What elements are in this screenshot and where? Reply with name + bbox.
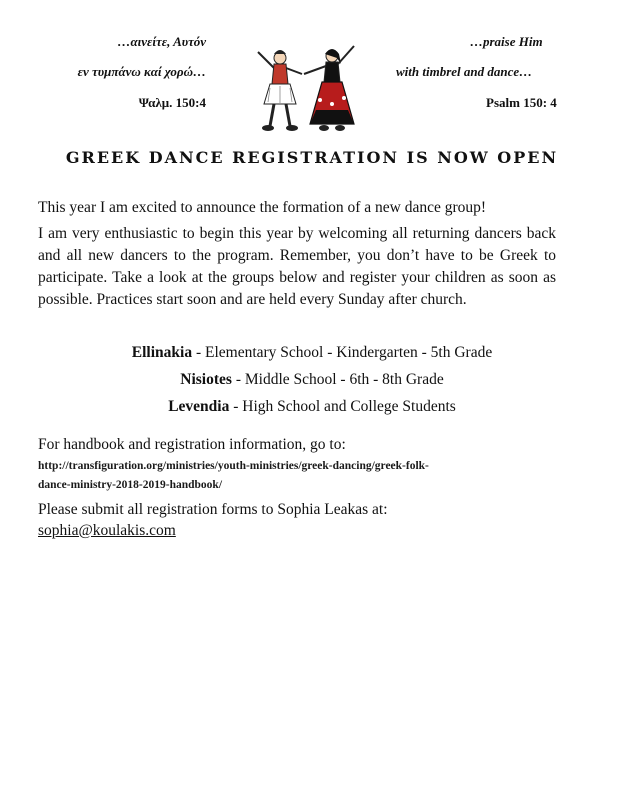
- intro-paragraph: This year I am excited to announce the formation of a new dance group!: [38, 199, 487, 216]
- group-desc: - High School and College Students: [229, 398, 456, 415]
- english-verse-ref: Psalm 150: 4: [486, 95, 557, 110]
- female-dancer-figure: [304, 46, 354, 131]
- group-desc: - Middle School - 6th - 8th Grade: [231, 371, 444, 388]
- group-ellinakia: [0, 344, 624, 362]
- handbook-url-line1[interactable]: http://transfiguration.org/ministries/youth-ministries/greek-dancing/greek-folk-: [38, 460, 429, 472]
- greek-dancers-illustration: [250, 40, 370, 136]
- greek-verse-line1: …αινείτε, Αυτόν: [117, 34, 206, 49]
- submit-label: Please submit all registration forms to Sophia Leakas at:: [38, 501, 388, 518]
- email-row: [38, 520, 556, 542]
- handbook-label: For handbook and registration information, go to:: [38, 436, 346, 453]
- greek-verse-line2: εν τυμπάνω καί χορώ…: [77, 64, 206, 79]
- email-link[interactable]: sophia@koulakis.com: [38, 522, 176, 539]
- body-paragraph: I am very enthusiastic to begin this year by welcoming all returning dancers back and all new dancers to the program. Remember, you don’t have to be Greek to participate. Take a look at the groups below and register your children as soon as possible. Practices start soon and are held every Sunday after church.: [38, 225, 556, 308]
- group-nisiotes: [0, 371, 624, 389]
- group-desc: - Elementary School - Kindergarten - 5th Grade: [192, 344, 493, 361]
- group-name: Levendia: [168, 398, 230, 415]
- male-dancer-figure: [258, 50, 302, 131]
- handbook-url-line2[interactable]: dance-ministry-2018-2019-handbook/: [38, 479, 223, 491]
- english-verse-line2: with timbrel and dance…: [396, 64, 533, 79]
- handbook-link[interactable]: [38, 457, 556, 495]
- page-title: GREEK DANCE REGISTRATION IS NOW OPEN: [65, 148, 559, 167]
- group-name: Nisiotes: [180, 371, 232, 388]
- english-verse-line1: …praise Him: [470, 34, 543, 49]
- group-name: Ellinakia: [131, 344, 193, 361]
- group-levendia: [0, 398, 624, 416]
- greek-verse-ref: Ψαλμ. 150:4: [138, 95, 206, 110]
